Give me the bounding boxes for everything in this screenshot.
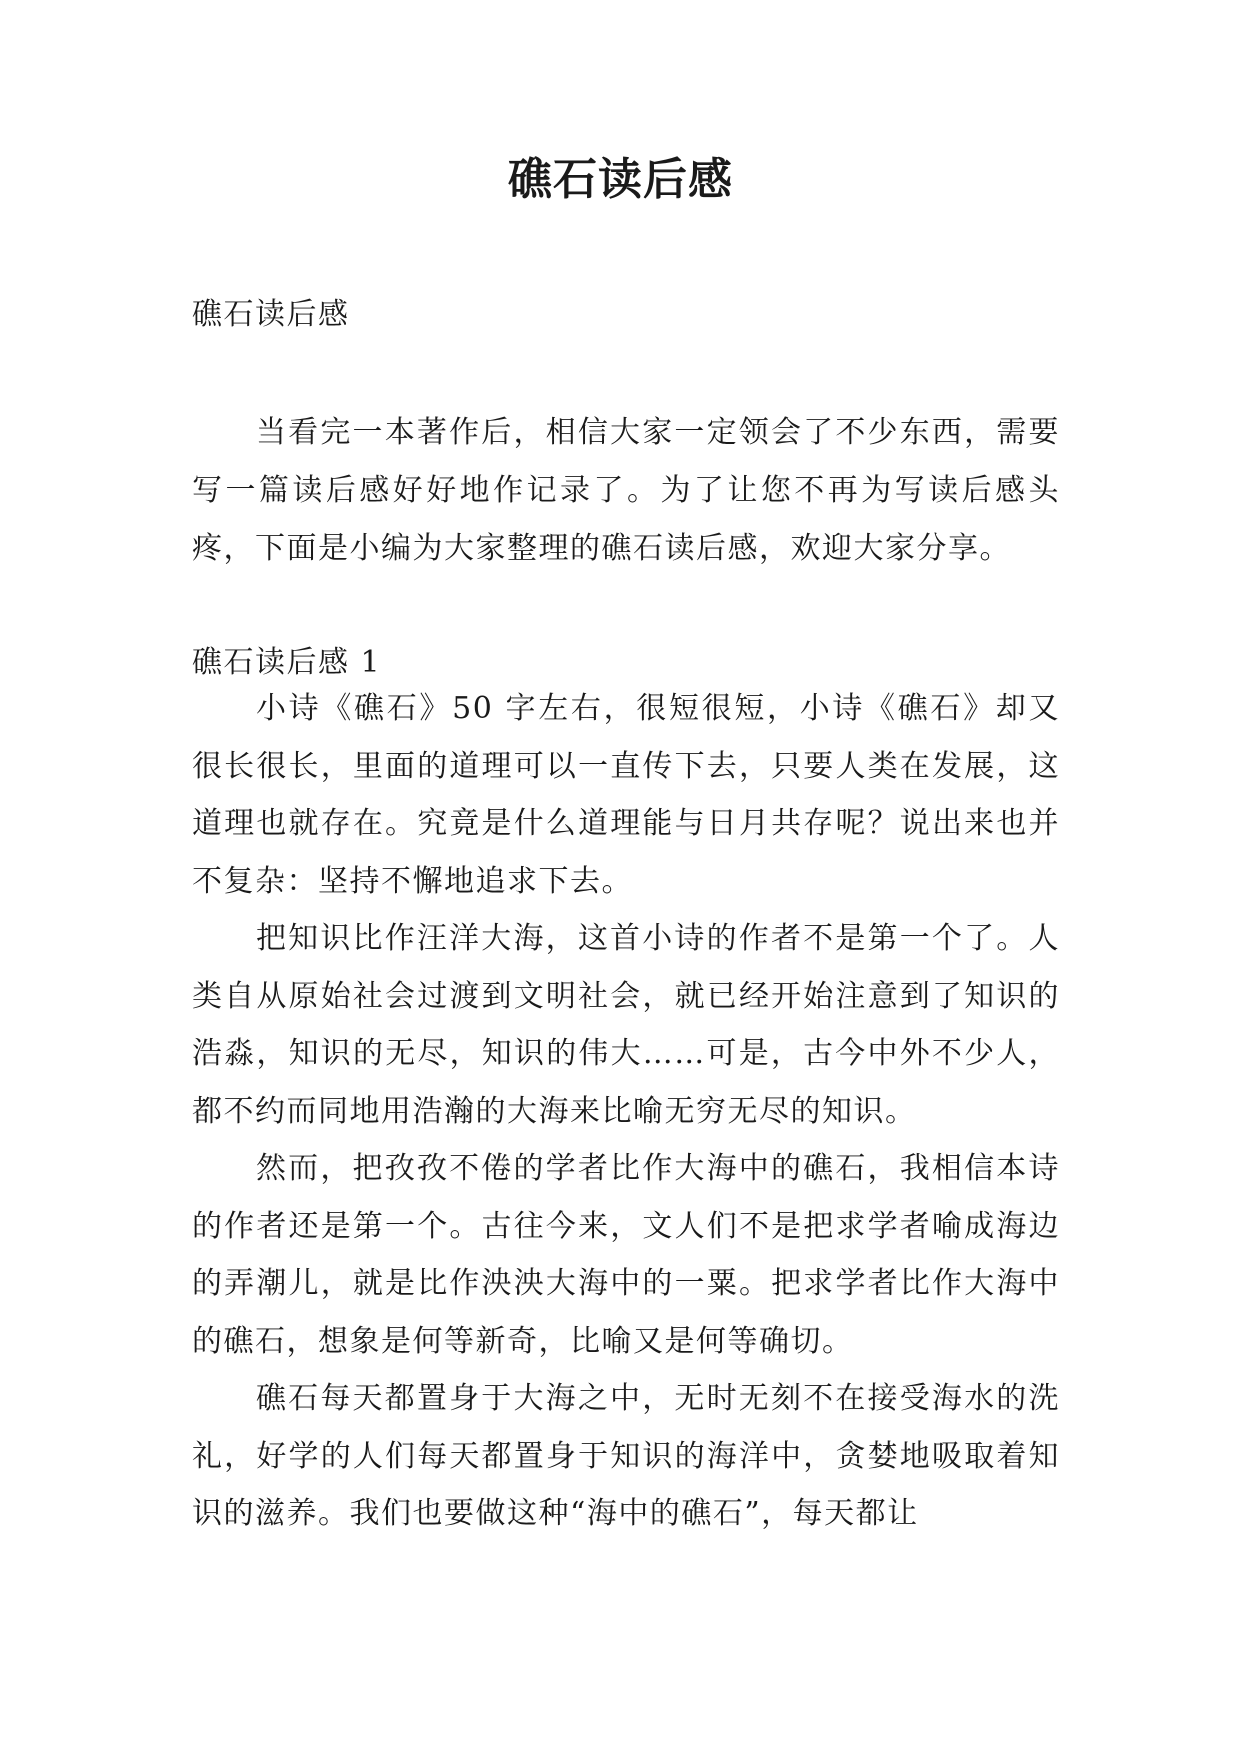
body-text <box>192 680 1060 1543</box>
document-subtitle: 礁石读后感 <box>192 297 350 332</box>
body-paragraph-2: 把知识比作汪洋大海，这首小诗的作者不是第一个了。人类自从原始社会过渡到文明社会，就已经开始注意到了知识的浩淼，知识的无尽，知识的伟大……可是，古今中外不少人，都不约而同地用浩瀚的大海来比喻无穷无尽的知识。 <box>192 921 1060 1129</box>
body-paragraph-4: 礁石每天都置身于大海之中，无时无刻不在接受海水的洗礼，好学的人们每天都置身于知识的海洋中，贪婪地吸取着知识的滋养。我们也要做这种“海中的礁石”，每天都让 <box>192 1381 1060 1531</box>
intro-paragraph: 当看完一本著作后，相信大家一定领会了不少东西，需要写一篇读后感好好地作记录了。为了让您不再为写读后感头疼，下面是小编为大家整理的礁石读后感，欢迎大家分享。 <box>192 415 1060 566</box>
body-paragraph-3: 然而，把孜孜不倦的学者比作大海中的礁石，我相信本诗的作者还是第一个。古往今来，文人们不是把求学者喻成海边的弄潮儿，就是比作泱泱大海中的一粟。把求学者比作大海中的礁石，想象是何等新奇，比喻又是何等确切。 <box>192 1151 1060 1359</box>
body-paragraph-1: 小诗《礁石》50 字左右，很短很短，小诗《礁石》却又很长很长，里面的道理可以一直传下去，只要人类在发展，这道理也就存在。究竟是什么道理能与日月共存呢？说出来也并不复杂：坚持不懈地追求下去。 <box>192 691 1060 899</box>
section-heading: 礁石读后感 1 <box>192 645 382 680</box>
document-title: 礁石读后感 <box>508 154 733 205</box>
